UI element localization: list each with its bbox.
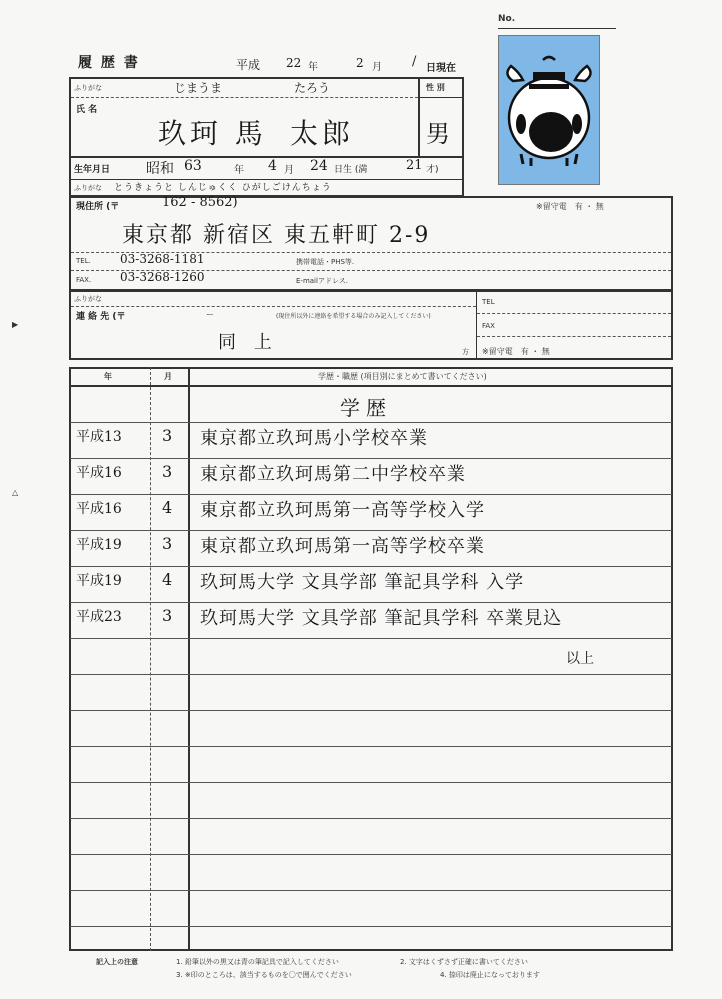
birth-label: 生年月日 [74, 165, 111, 175]
history-row-line [70, 746, 672, 747]
family-name: 玖珂 馬 [158, 117, 267, 150]
address-furigana-value: とうきょうと しんじゅくく ひがしごけんちょう [114, 183, 332, 193]
footer-note-3: 3. ※印のところは、該当するものを〇で囲んでください [176, 971, 352, 979]
history-row-detail: 東京都立玖珂馬第一高等学校卒業 [200, 536, 485, 557]
history-row-year: 平成19 [76, 537, 122, 553]
given-name: 太郎 [290, 117, 355, 150]
date-day: / [412, 54, 417, 69]
history-row-month: 3 [162, 606, 173, 625]
footer-note-1: 1. 鉛筆以外の黒又は青の筆記具で記入してください [176, 958, 339, 966]
address-label: 現住所 (〒 [76, 202, 120, 212]
furigana-label: ふりがな [74, 84, 102, 92]
history-row-month: 3 [162, 462, 173, 481]
history-closing: 以上 [566, 651, 594, 667]
history-col-detail: 学歴・職歴 (項目別にまとめて書いてください) [318, 372, 487, 381]
contact-fax-divider [477, 336, 671, 337]
address-value: 東京都 新宿区 東五軒町 2-9 [122, 223, 431, 248]
furigana-given-name: たろう [294, 81, 331, 95]
document-title: 履 歴 書 [78, 55, 140, 71]
history-row-year: 平成16 [76, 465, 122, 481]
history-row-line [70, 458, 672, 459]
history-row-line [70, 530, 672, 531]
history-row-year: 平成19 [76, 573, 122, 589]
contact-side-divider [476, 290, 477, 360]
mobile-label: 携帯電話・PHS等. [296, 258, 355, 266]
date-year-unit: 年 [308, 62, 318, 73]
history-row-line [70, 638, 672, 639]
gender-value: 男 [426, 120, 450, 148]
history-year-divider [150, 367, 151, 951]
history-row-detail: 東京都立玖珂馬第二中学校卒業 [200, 464, 466, 485]
history-row-line [70, 674, 672, 675]
gender-label-divider [420, 97, 462, 98]
history-row-year: 平成13 [76, 429, 122, 445]
contact-tel-label: TEL [482, 298, 495, 306]
fax-value: 03-3268-1260 [120, 270, 205, 284]
email-label: E-mailアドレス. [296, 277, 348, 285]
footer-note-2: 2. 文字はくずさず正確に書いてください [400, 958, 528, 966]
history-month-divider [188, 367, 190, 951]
date-era: 平成 [236, 58, 261, 72]
contact-postal-dash: ー [206, 310, 214, 319]
birth-month-unit: 月 [284, 165, 294, 176]
fax-label: FAX. [76, 276, 92, 284]
history-row-detail: 玖珂馬大学 文具学部 筆記具学科 入学 [200, 572, 525, 593]
history-row-detail: 東京都立玖珂馬小学校卒業 [200, 428, 428, 449]
history-row-line [70, 926, 672, 927]
history-section-title: 学歴 [340, 396, 392, 420]
birth-era: 昭和 [146, 161, 174, 177]
date-month-unit: 月 [372, 62, 382, 73]
birth-year-unit: 年 [234, 165, 244, 176]
history-row-detail: 東京都立玖珂馬第一高等学校入学 [200, 500, 485, 521]
history-row-line [70, 890, 672, 891]
history-row-line [70, 854, 672, 855]
history-row-line [70, 422, 672, 423]
tel-value: 03-3268-1181 [120, 252, 205, 266]
footer-note-4: 4. 捺印は廃止になっております [440, 971, 540, 979]
history-row-month: 3 [162, 534, 173, 553]
photo-box [498, 35, 600, 185]
gender-label: 性 別 [426, 83, 445, 92]
binding-mark-top: ▶ [12, 320, 19, 329]
birth-age: 21 [406, 158, 423, 173]
birth-year: 63 [184, 158, 202, 174]
history-row-year: 平成16 [76, 501, 122, 517]
history-row-month: 4 [162, 498, 173, 517]
contact-fax-label: FAX [482, 322, 495, 330]
history-row-line [70, 710, 672, 711]
contact-label: 連 絡 先 (〒 [76, 312, 126, 322]
name-label: 氏 名 [76, 105, 98, 115]
history-header-line [70, 385, 672, 387]
contact-answering-machine: ※留守電 有 ・ 無 [482, 347, 550, 356]
contact-furigana-divider [71, 306, 476, 307]
number-underline [498, 28, 616, 29]
contact-tel-divider [477, 313, 671, 314]
binding-mark-bottom: △ [12, 488, 19, 497]
address-answering-machine: ※留守電 有 ・ 無 [536, 202, 604, 211]
history-row-month: 4 [162, 570, 173, 589]
contact-note: (現住所以外に連絡を希望する場合のみ記入してください) [276, 313, 431, 320]
history-row-line [70, 602, 672, 603]
birth-day-unit: 日生 (満 [334, 165, 368, 175]
date-as-of: 日現在 [426, 63, 456, 74]
history-col-month: 月 [164, 372, 172, 381]
contact-furigana-label: ふりがな [74, 295, 102, 303]
date-month: 2 [356, 56, 364, 70]
name-bottom-line [71, 156, 462, 158]
furigana-family-name: じまうま [174, 81, 223, 95]
birth-day: 24 [310, 158, 328, 174]
contact-kata: 方 [462, 348, 469, 356]
history-row-line [70, 566, 672, 567]
contact-value: 同 上 [218, 332, 278, 353]
contact-box [69, 290, 673, 360]
birth-age-unit: 才) [426, 165, 439, 175]
history-row-line [70, 782, 672, 783]
history-col-year: 年 [104, 372, 112, 381]
tel-label: TEL. [76, 257, 91, 265]
date-year: 22 [286, 56, 302, 70]
history-row-line [70, 818, 672, 819]
footer-notes-label: 記入上の注意 [96, 958, 138, 966]
history-row-month: 3 [162, 426, 173, 445]
birth-month: 4 [268, 158, 277, 174]
history-row-line [70, 494, 672, 495]
furigana-divider [71, 97, 418, 98]
history-row-detail: 玖珂馬大学 文具学部 筆記具学科 卒業見込 [200, 608, 563, 629]
number-label: No. [498, 14, 516, 24]
history-row-year: 平成23 [76, 609, 122, 625]
address-postal-code: 162 - 8562) [162, 195, 238, 210]
address-furigana-label: ふりがな [74, 184, 102, 192]
zebra-mascot-icon [499, 36, 599, 184]
gender-divider [418, 77, 420, 157]
